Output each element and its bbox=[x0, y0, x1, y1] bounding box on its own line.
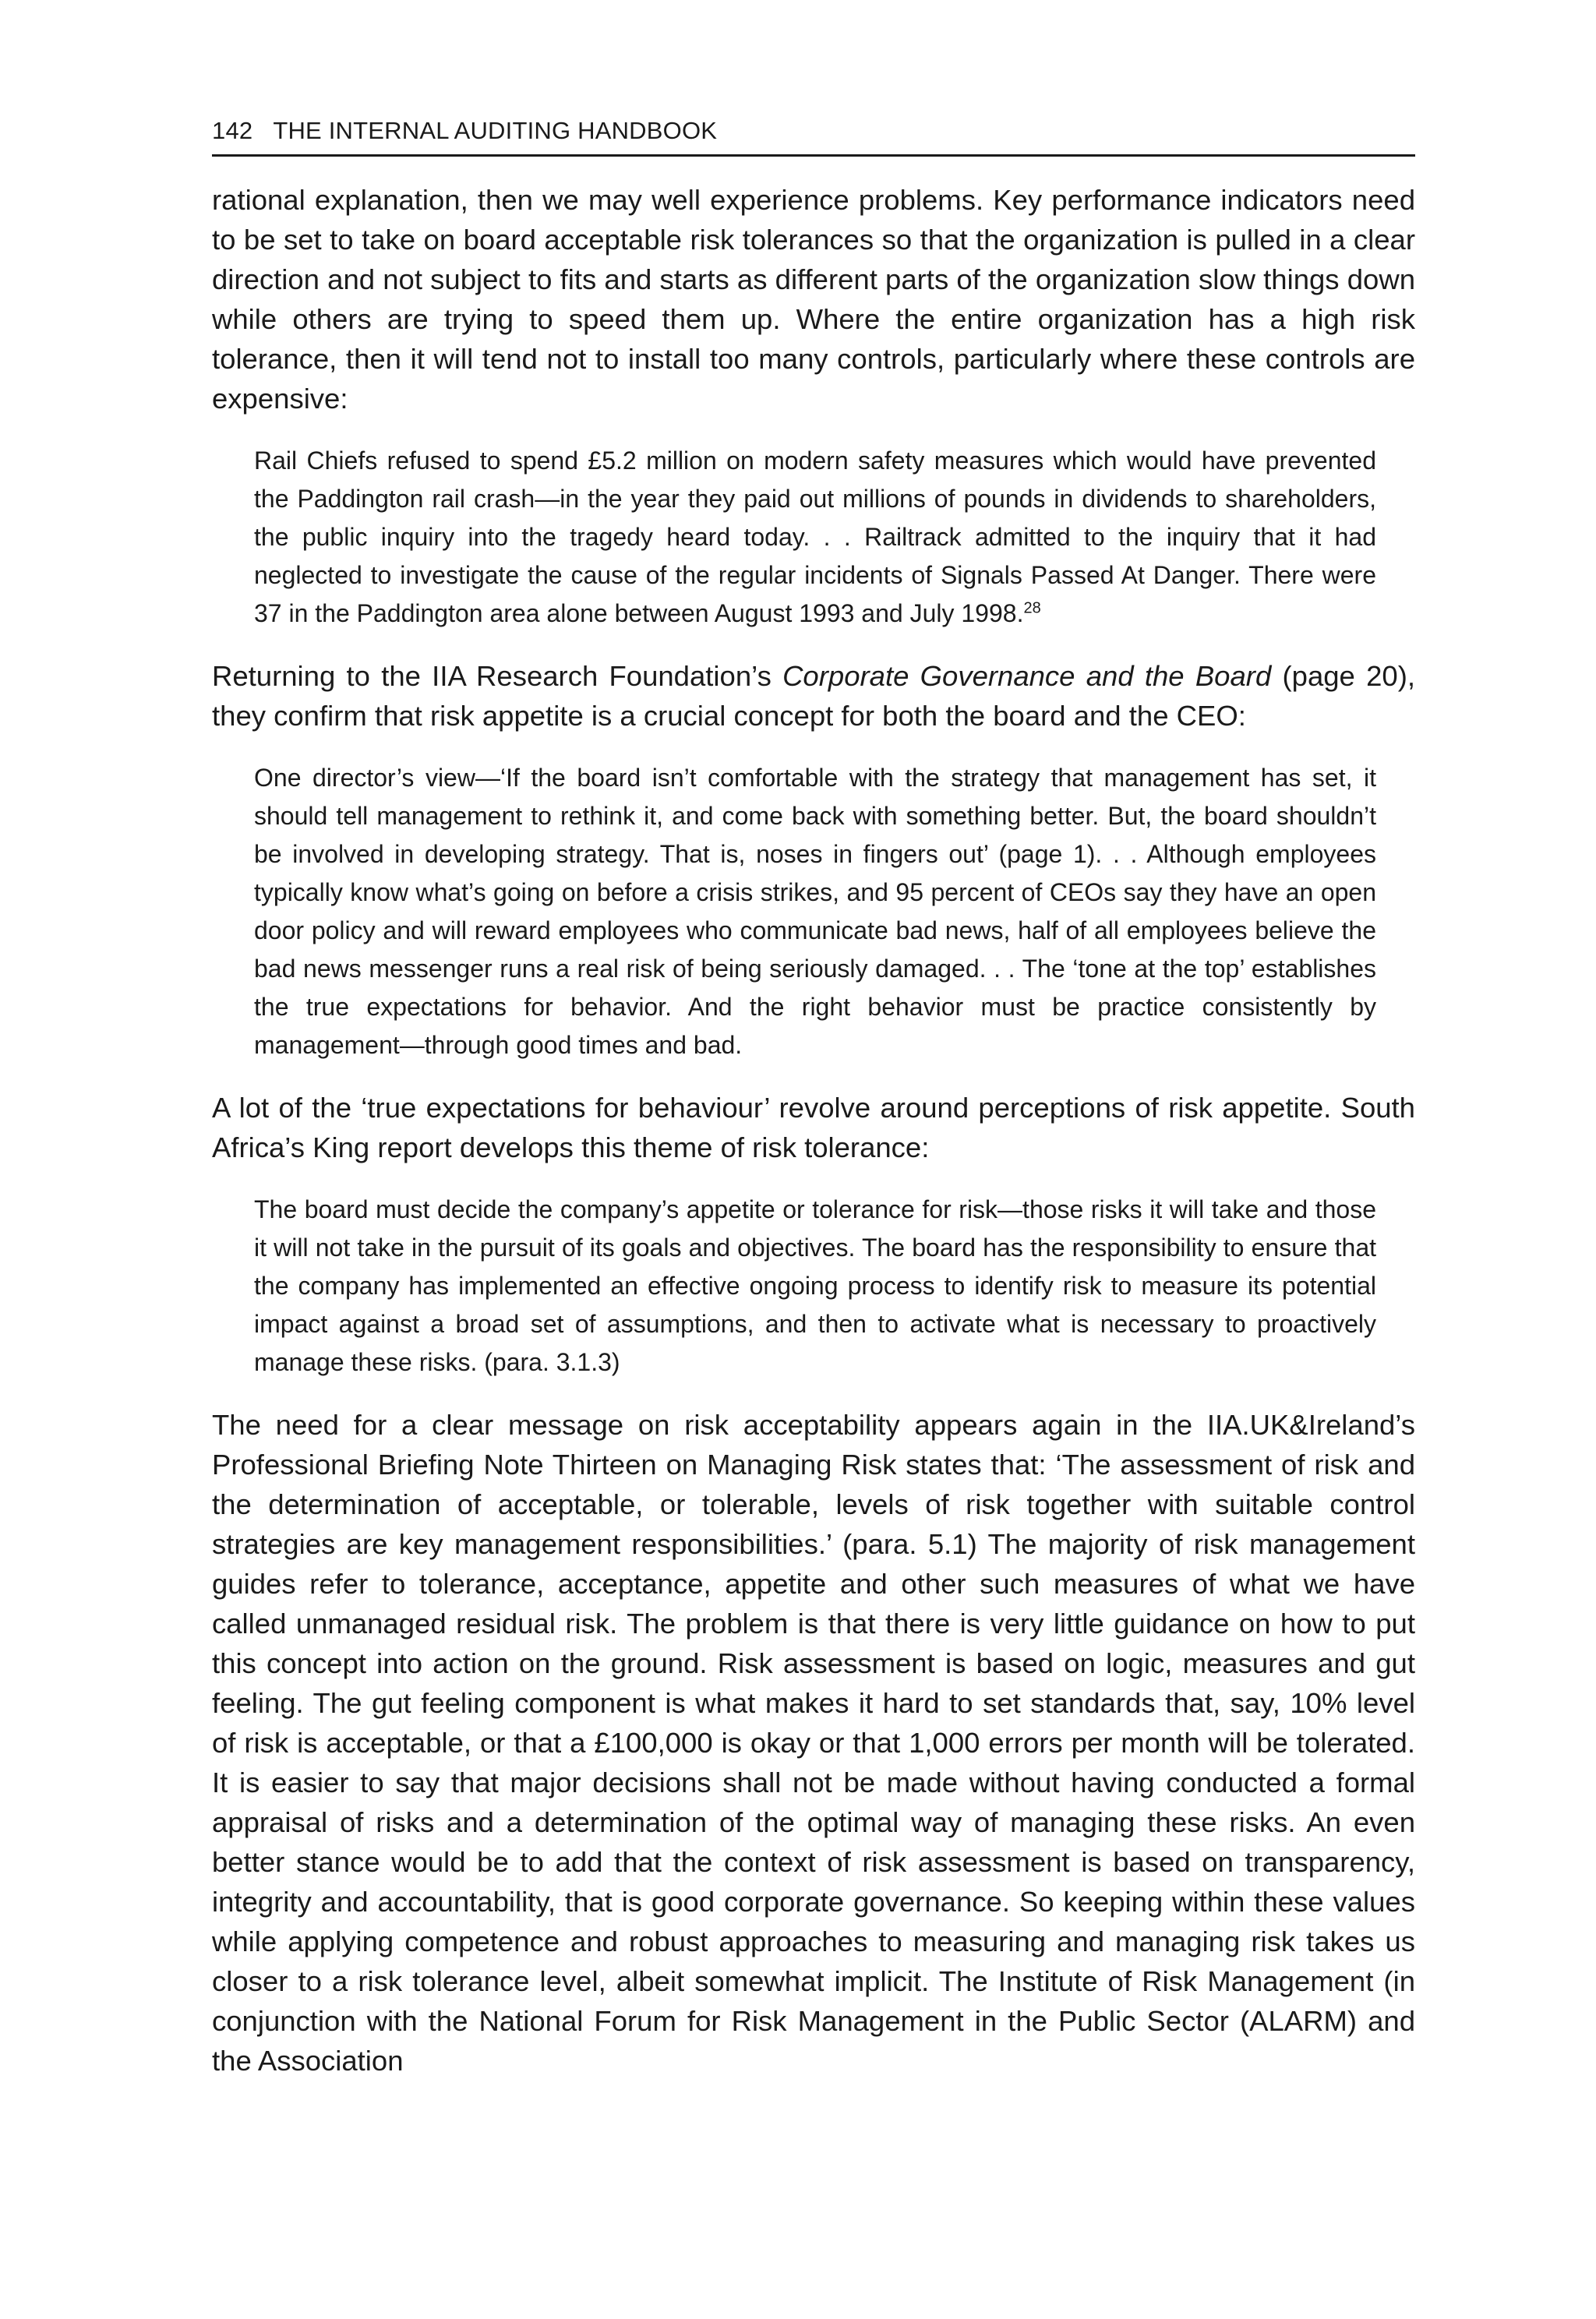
block-quote-king-report: The board must decide the company’s appetite or tolerance for risk—those risks it will take and those it will not take in the pursuit of its goals and objectives. The board has the responsibility to ensure that the company has implemented an effective ongoing process to identify risk to measure its potential impact against a broad set of assumptions, and then to activate what is necessary to proactively manage these risks. (para. 3.1.3) bbox=[254, 1195, 1376, 1376]
footnote-marker[interactable]: 28 bbox=[1023, 599, 1041, 617]
block-quote-paddington-text: Rail Chiefs refused to spend £5.2 million on modern safety measures which would have prevented the Paddington rail crash—in the year they paid out millions of pounds in dividends to shareholders, the public inquiry into the tragedy heard today. . . Railtrack admitted to the inquiry that it had neglected to investigate the cause of the regular incidents of Signals Passed At Danger. There were 37 in the Paddington area alone between August 1993 and July 1998. bbox=[254, 447, 1376, 627]
body-paragraph-2-lead: Returning to the IIA Research Foundation’s bbox=[212, 660, 783, 692]
body-paragraph-3: A lot of the ‘true expectations for behaviour’ revolve around perceptions of risk appetite. South Africa’s King report develops this theme of risk tolerance: bbox=[212, 1092, 1415, 1163]
block-quote-paddington bbox=[254, 442, 1376, 633]
running-header bbox=[212, 117, 1415, 157]
body-paragraph-2-tail: (page 20), they confirm that risk appetite is a crucial concept for both the board and the CEO: bbox=[212, 660, 1415, 732]
block-quote-director-view: One director’s view—‘If the board isn’t comfortable with the strategy that management has set, it should tell management to rethink it, and come back with something better. But, the board shouldn’t be involved in developing strategy. That is, noses in fingers out’ (page 1). . . Although employees typically know what’s going on before a crisis strikes, and 95 percent of CEOs say they have an open door policy and will reward employees who communicate bad news, half of all employees believe the bad news messenger runs a real risk of being seriously damaged. . . The ‘tone at the top’ establishes the true expectations for behavior. And the right behavior must be practice consistently by management—through good times and bad. bbox=[254, 764, 1376, 1059]
body-paragraph-1: rational explanation, then we may well experience problems. Key performance indicators need to be set to take on board acceptable risk tolerances so that the organization is pulled in a clear direction and not subject to fits and starts as different parts of the organization slow things down while others are trying to speed them up. Where the entire organization has a high risk tolerance, then it will tend not to install too many controls, particularly where these controls are expensive: bbox=[212, 184, 1415, 415]
page-number: 142 bbox=[212, 117, 253, 144]
book-title-italic: Corporate Governance and the Board bbox=[782, 660, 1272, 692]
book-page bbox=[212, 117, 1415, 2081]
running-title: THE INTERNAL AUDITING HANDBOOK bbox=[273, 117, 718, 144]
body-paragraph-4: The need for a clear message on risk acceptability appears again in the IIA.UK&Ireland’s Professional Briefing Note Thirteen on Managing Risk states that: ‘The assessment of risk and the determination of acceptable, or tolerable, levels of risk together with suitable control strategies are key management responsibilities.’ (para. 5.1) The majority of risk management guides refer to tolerance, acceptance, appetite and other such measures of what we have called unmanaged residual risk. The problem is that there is very little guidance on how to put this concept into action on the ground. Risk assessment is based on logic, measures and gut feeling. The gut feeling component is what makes it hard to set standards that, say, 10% level of risk is acceptable, or that a £100,000 is okay or that 1,000 errors per month will be tolerated. It is easier to say that major decisions shall not be made without having conducted a formal appraisal of risks and a determination of the optimal way of managing these risks. An even better stance would be to add that the context of risk assessment is based on transparency, integrity and accountability, that is good corporate governance. So keeping within these values while applying competence and robust approaches to measuring and managing risk takes us closer to a risk tolerance level, albeit somewhat implicit. The Institute of Risk Management (in conjunction with the National Forum for Risk Management in the Public Sector (ALARM) and the Association bbox=[212, 1409, 1415, 2077]
body-paragraph-2 bbox=[212, 656, 1415, 736]
